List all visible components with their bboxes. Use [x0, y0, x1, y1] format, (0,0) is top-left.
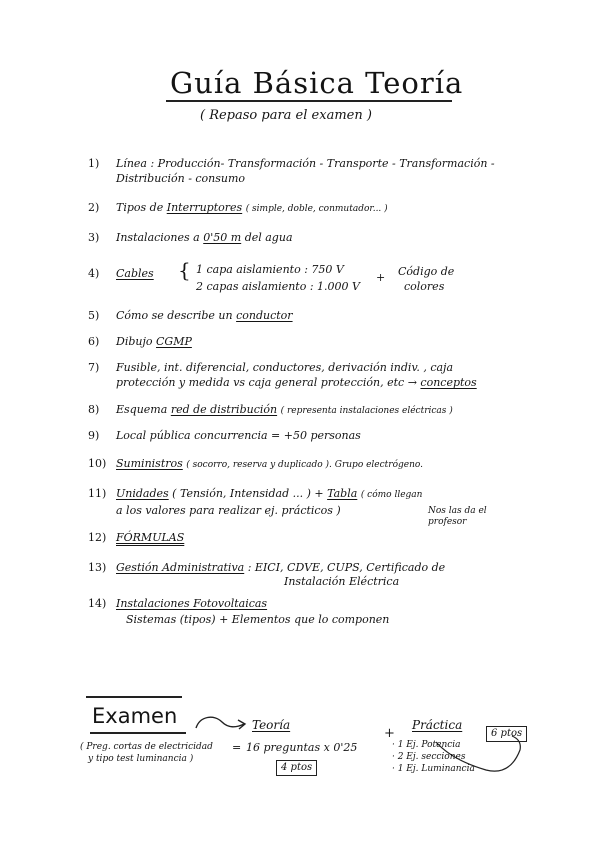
item-text: : EICI, CDVE, CUPS, Certificado de [247, 561, 446, 574]
practice-label: Práctica [412, 718, 463, 732]
item-number: 2) [88, 201, 100, 214]
item-detail: ( socorro, reserva y duplicado ). Grupo electrógeno. [186, 460, 424, 470]
practice-item: · 2 Ej. secciones [392, 752, 466, 762]
item-text: Dibujo [116, 335, 153, 348]
item-number: 1) [88, 157, 100, 170]
item-text-continued: a los valores para realizar ej. prácticos ) [116, 504, 341, 517]
practice-points-box: 6 ptos [486, 726, 527, 742]
item-detail: ( representa instalaciones eléctricas ) [280, 406, 453, 416]
item-text: Esquema [116, 403, 168, 416]
theory-questions: 16 preguntas x 0'25 [246, 741, 358, 754]
theory-points-box: 4 ptos [276, 760, 317, 776]
item-text: Cómo se describe un [116, 309, 233, 322]
item-underlined-term: conceptos [420, 376, 477, 389]
color-code-label: colores [404, 280, 445, 293]
item-number: 14) [88, 597, 107, 610]
practice-item: · 1 Ej. Potencia [392, 740, 461, 750]
color-code-label: Código de [398, 265, 455, 278]
item-detail: del agua [244, 231, 293, 244]
item-text-continued: protección y medida vs caja general protección, etc → [116, 376, 417, 389]
item-detail: ( simple, doble, conmutador... ) [245, 204, 388, 214]
item-detail: ( cómo llegan [360, 490, 423, 500]
item-text: Línea : Producción- Transformación - Transporte - Transformación - [116, 157, 495, 170]
item-number: 4) [88, 267, 100, 280]
item-text-continued: Instalación Eléctrica [284, 575, 400, 588]
item-number: 11) [88, 487, 107, 500]
item-underlined-term: Instalaciones Fotovoltaicas [116, 597, 268, 610]
page-subtitle: ( Repaso para el examen ) [200, 108, 372, 123]
item-number: 5) [88, 309, 100, 322]
brace-icon: { [178, 258, 191, 282]
item-text: Local pública concurrencia = +50 personas [116, 429, 361, 442]
item-text: Fusible, int. diferencial, conductores, derivación indiv. , caja [116, 361, 454, 374]
item-underlined-term: CGMP [156, 335, 192, 348]
item-text: Tipos de [116, 201, 164, 214]
item-underlined-term: 0'50 m [203, 231, 242, 244]
item-number: 7) [88, 361, 100, 374]
item-underlined-term: red de distribución [170, 403, 278, 416]
theory-label: Teoría [252, 718, 291, 732]
theory-note: y tipo test luminancia ) [88, 754, 194, 764]
item-number: 10) [88, 457, 107, 470]
item-underlined-term: Suministros [116, 457, 183, 470]
item-number: 12) [88, 531, 107, 544]
cable-type-line: 1 capa aislamiento : 750 V [196, 263, 344, 276]
item-number: 9) [88, 429, 100, 442]
cable-type-line: 2 capas aislamiento : 1.000 V [196, 280, 360, 293]
item-number: 13) [88, 561, 107, 574]
practice-item: · 1 Ej. Luminancia [392, 764, 475, 774]
item-underlined-term: Tabla [327, 487, 358, 500]
item-number: 8) [88, 403, 100, 416]
item-text-continued: Sistemas (tipos) + Elementos que lo componen [126, 613, 390, 626]
item-underlined-term: Gestión Administrativa [116, 561, 245, 574]
item-underlined-term: conductor [236, 309, 293, 322]
exam-title: Examen [92, 704, 178, 728]
equals-sign: = [232, 741, 242, 754]
item-underlined-term: Interruptores [166, 201, 243, 214]
theory-note: ( Preg. cortas de electricidad [80, 742, 213, 752]
item-underlined-term: FÓRMULAS [116, 531, 185, 544]
item-underlined-term: Cables [116, 267, 154, 280]
page-title: Guía Básica Teoría [170, 66, 464, 100]
plus-sign: + [376, 271, 386, 284]
item-number: 3) [88, 231, 100, 244]
item-text: Instalaciones a [116, 231, 200, 244]
item-text: ( Tensión, Intensidad ... ) + [172, 487, 324, 500]
margin-note: Nos las da el profesor [428, 506, 487, 527]
item-number: 6) [88, 335, 100, 348]
item-text-continued: Distribución - consumo [116, 172, 246, 185]
item-underlined-term: Unidades [116, 487, 169, 500]
plus-sign: + [384, 726, 395, 741]
